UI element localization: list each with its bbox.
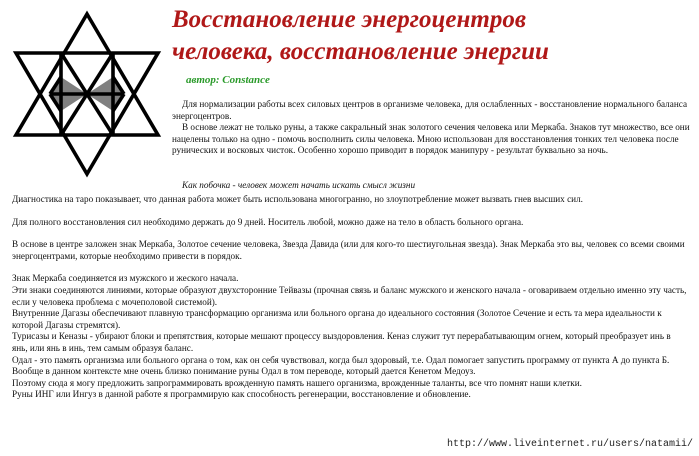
body-paragraph: Одал - это память организма или больного органа о том, как он себя чувствовал, когда был здоровый, т.е. Одал помогает запустить программу от пункта А до пункта Б. Вообще в данном контексте мне очень близко понимание руны Одал в том переводе, который дается Кенетом Медоуз. bbox=[12, 354, 670, 377]
title-line-1: Восстановление энергоцентров bbox=[172, 6, 526, 33]
body-paragraph: Турисазы и Кеназы - убирают блоки и препятствия, которые мешают процессу выздоровления. Кеназ служит тут перерабатывающим огнем, который преобразует инь в янь, или янь в инь, тем самым образуя баланс. bbox=[12, 331, 671, 353]
body-paragraph: Знак Меркаба соединяется из мужского и жеского начала. bbox=[12, 273, 239, 284]
upward-triangle bbox=[16, 14, 158, 135]
merkaba-lines bbox=[16, 14, 158, 174]
body-paragraph: Диагностика на таро показывает, что данная работа может быть использована многогранно, но злоупотребление может вызвать гнев высших сил. bbox=[12, 194, 583, 204]
page-title bbox=[172, 4, 692, 68]
body-paragraph: Внутренние Дагазы обеспечивают плавную трансформацию организма или больного органа до идеального состояния (Золотое Сечение и есть та мера идеальности к которой Дагазы стремятся). bbox=[12, 308, 662, 330]
body-paragraph: Эти знаки соединяются линиями, которые образуют двухсторонние Тейвазы (прочная связь и баланс мужского и женского начала - оговариваем отдельно именно эту часть, если у человека проблема с мочеполовой системой). bbox=[12, 284, 687, 307]
article-body bbox=[12, 194, 688, 401]
body-paragraph: Для полного восстановления сил необходимо держать до 9 дней. Носитель любой, можно даже на тело в область больного органа. bbox=[12, 216, 524, 227]
merkaba-symbol bbox=[10, 10, 164, 178]
downward-triangle bbox=[16, 53, 158, 174]
watermark-url: http://www.liveinternet.ru/users/natamii/ bbox=[446, 439, 693, 450]
body-paragraph: Поэтому сюда я могу предложить запрограммировать врожденную память нашего организма, врожденные таланты, все что помнят наши клетки. bbox=[12, 377, 582, 388]
body-paragraph: В основе в центре заложен знак Меркаба, Золотое сечение человека, Звезда Давида (или для кого-то шестиугольная звезда). Знак Меркаба это вы, человек со всеми своими энергоцентрами, которые необходимо привести в порядок. bbox=[12, 239, 685, 261]
title-line-2: человека, восстановление энергии bbox=[172, 38, 549, 65]
intro-paragraph: В основе лежат не только руны, а также сакральный знак золотого сечения человека или Меркаба. Знаков тут множество, все они нацелены только на одно - помочь восполнить силы человека. Мною использован для восстановления тонких тел человека после рунических и восковых чисток. Особенно хорошо приводит в порядок манипуру - результат буквально за ночь. bbox=[172, 122, 690, 156]
body-paragraph: Руны ИНГ или Ингуз в данной работе я программирую как способность регенерации, восстановление и обновление. bbox=[12, 389, 471, 400]
author-credit: автор: Constance bbox=[186, 74, 270, 86]
side-note: Как побочка - человек может начать искать смысл жизни bbox=[182, 180, 416, 190]
intro-paragraph: Для нормализации работы всех силовых центров в организме человека, для ослабленных - восстановление нормального баланса энергоцентров. bbox=[172, 99, 688, 121]
intro-text bbox=[172, 99, 692, 157]
